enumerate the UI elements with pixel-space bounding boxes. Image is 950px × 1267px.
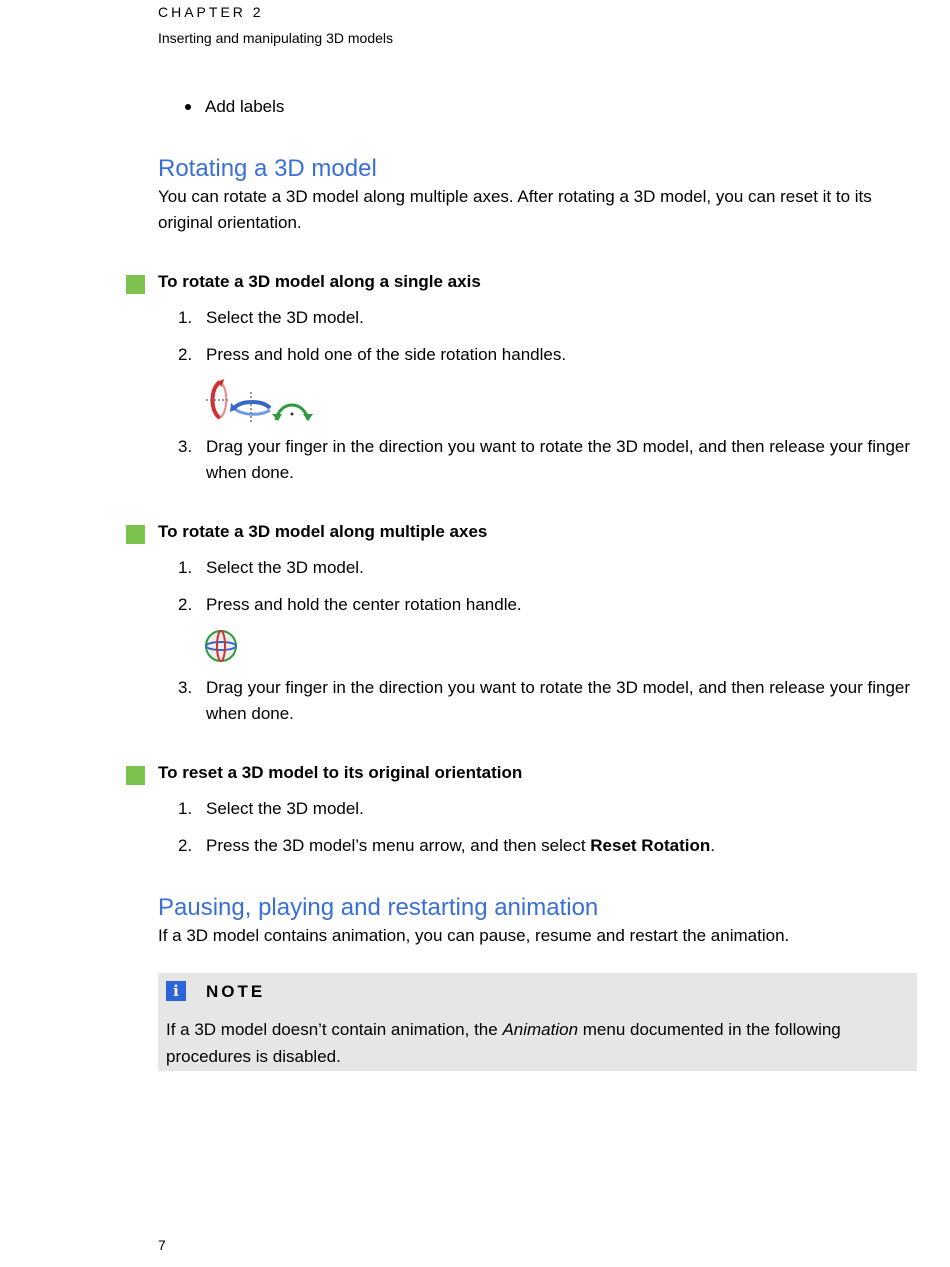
step-text: Select the 3D model.: [206, 558, 364, 577]
step-text: Select the 3D model.: [206, 799, 364, 818]
section-heading-rotating: Rotating a 3D model: [158, 155, 377, 182]
procedure-marker: [126, 275, 145, 294]
step-text-before: Press the 3D model’s menu arrow, and then select: [206, 836, 591, 855]
step-number: 1.: [178, 799, 193, 818]
step-text: Drag your finger in the direction you want to rotate the 3D model, and then release your finger when done.: [206, 678, 911, 723]
procedure-marker: [126, 525, 145, 544]
step-item: [178, 434, 918, 486]
step-number: 1.: [178, 558, 193, 577]
section-intro-animation: If a 3D model contains animation, you can pause, resume and restart the animation.: [158, 926, 790, 945]
bullet-text: Add labels: [205, 97, 285, 116]
section-heading-animation: Pausing, playing and restarting animation: [158, 894, 599, 921]
note-label: NOTE: [206, 982, 266, 1001]
step-item: [178, 305, 918, 331]
step-number: 2.: [178, 345, 193, 364]
bullet-dot: [185, 104, 191, 110]
procedure-heading-multiple-axes: To rotate a 3D model along multiple axes: [158, 522, 488, 541]
step-number: 3.: [178, 437, 193, 456]
step-text: Press and hold one of the side rotation handles.: [206, 345, 567, 364]
note-box: [158, 973, 917, 1071]
animation-menu-name: Animation: [502, 1020, 579, 1039]
step-item: [178, 592, 918, 618]
info-icon: i: [166, 981, 186, 1001]
step-text: Press and hold the center rotation handle.: [206, 595, 522, 614]
step-text-after: .: [710, 836, 715, 855]
page-number: 7: [158, 1237, 166, 1253]
step-number: 3.: [178, 678, 193, 697]
procedure-heading-single-axis: To rotate a 3D model along a single axis: [158, 272, 481, 291]
side-rotation-handles-icon: [204, 378, 316, 429]
step-number: 1.: [178, 308, 193, 327]
step-item: [178, 555, 918, 581]
step-text: Select the 3D model.: [206, 308, 364, 327]
chapter-title: Inserting and manipulating 3D models: [158, 30, 394, 46]
center-rotation-handle-icon: [204, 629, 240, 670]
step-number: 2.: [178, 836, 193, 855]
procedure-marker: [126, 766, 145, 785]
step-text: [206, 833, 918, 859]
step-item: [178, 675, 918, 727]
step-text: Drag your finger in the direction you want to rotate the 3D model, and then release your finger when done.: [206, 437, 911, 482]
step-item: [178, 796, 918, 822]
step-number: 2.: [178, 595, 193, 614]
reset-rotation-menu-name: Reset Rotation: [590, 836, 711, 855]
note-text-before: If a 3D model doesn’t contain animation, the: [166, 1020, 503, 1039]
section-intro-rotating: You can rotate a 3D model along multiple axes. After rotating a 3D model, you can reset it to its original orientation.: [158, 187, 872, 232]
bullet-item: [185, 97, 284, 117]
step-item: [178, 833, 918, 859]
procedure-heading-reset: To reset a 3D model to its original orientation: [158, 763, 523, 782]
chapter-label: CHAPTER 2: [158, 4, 264, 20]
step-item: [178, 342, 918, 368]
note-text: [166, 1016, 906, 1070]
note-text-after: menu documented in the following procedures is disabled.: [166, 1020, 841, 1066]
